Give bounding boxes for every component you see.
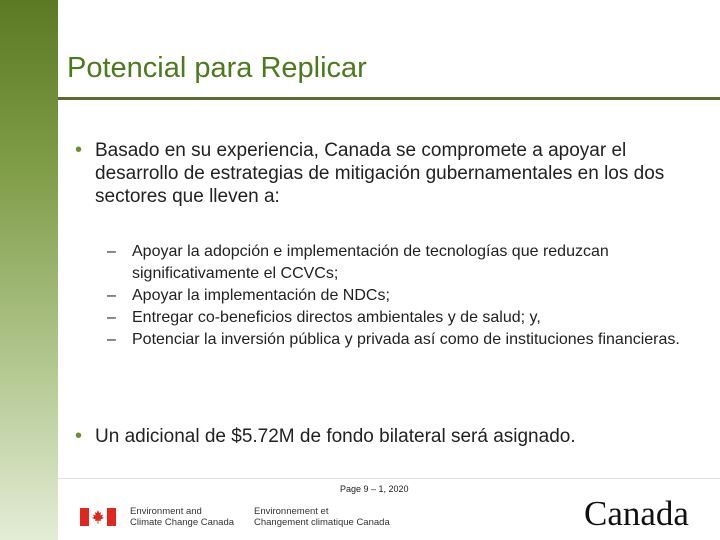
title-divider (58, 97, 720, 100)
department-name-en-line2: Climate Change Canada (130, 517, 235, 528)
flag-right-band (107, 508, 116, 526)
bullet-marker: • (75, 139, 83, 161)
department-name-fr-line1: Environnement et (254, 506, 329, 517)
sub-bullet-item (107, 307, 687, 329)
sub-bullet-item (107, 285, 687, 307)
sub-bullet-text: Entregar co-beneficios directos ambientales y de salud; y, (132, 309, 541, 326)
bullet-text: Un adicional de $5.72M de fondo bilateral será asignado. (95, 426, 576, 447)
dash-marker: – (107, 309, 116, 326)
side-accent-bar (0, 0, 58, 540)
department-name-en-line1: Environment and (130, 506, 202, 517)
maple-leaf-icon (92, 510, 104, 524)
canada-flag-icon (80, 508, 116, 526)
department-name-fr (254, 506, 390, 528)
bullet-marker: • (75, 425, 83, 447)
sub-bullet-text: Potenciar la inversión pública y privada así como de instituciones financieras. (132, 331, 680, 348)
dash-marker: – (107, 331, 116, 348)
sub-bullet-text: Apoyar la adopción e implementación de tecnologías que reduzcan significativamente el CCVCs; (132, 243, 609, 282)
department-name-fr-line2: Changement climatique Canada (254, 517, 390, 528)
sub-bullet-list (107, 241, 687, 351)
bullet-text: Basado en su experiencia, Canada se compromete a apoyar el desarrollo de estrategias de mitigación gubernamentales en los dos sectores que lleven a: (95, 140, 665, 207)
slide-title: Potencial para Replicar (67, 52, 367, 84)
department-name-en (130, 506, 234, 528)
sub-bullet-item (107, 329, 687, 351)
dash-marker: – (107, 243, 116, 260)
bullet-item-1 (75, 139, 675, 208)
sub-bullet-item (107, 241, 687, 285)
page-number: Page 9 – 1, 2020 (340, 484, 409, 494)
canada-wordmark-logo: Canada (584, 494, 689, 533)
bullet-item-2 (75, 425, 675, 448)
footer-divider (58, 478, 720, 479)
flag-left-band (80, 508, 89, 526)
dash-marker: – (107, 287, 116, 304)
sub-bullet-text: Apoyar la implementación de NDCs; (132, 287, 390, 304)
